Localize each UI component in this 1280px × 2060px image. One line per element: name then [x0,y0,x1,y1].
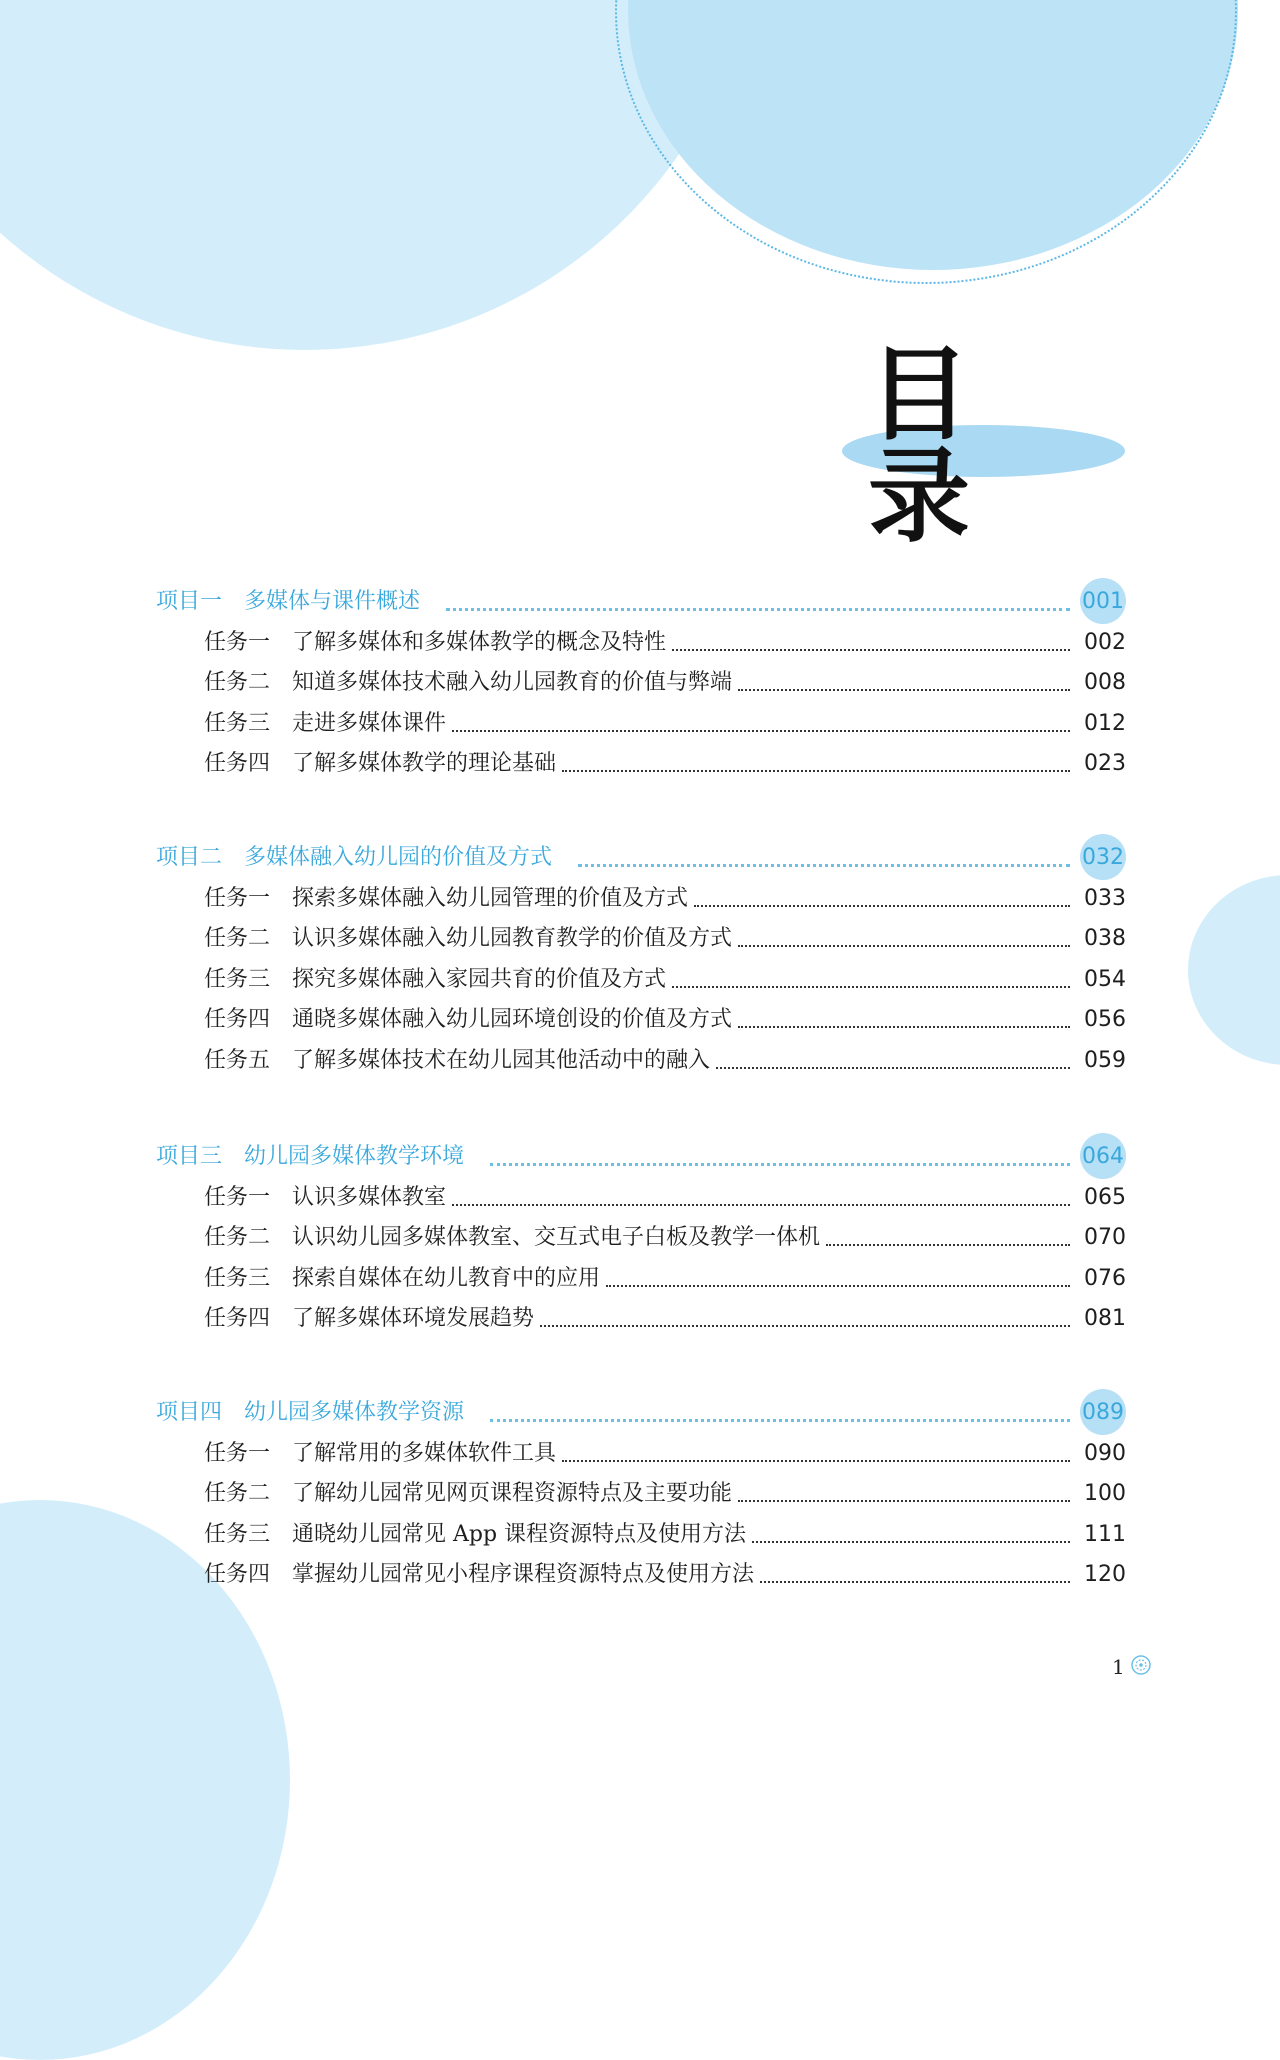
task-page-number: 033 [1084,885,1126,911]
task-title: 任务一 了解常用的多媒体软件工具 [204,1440,557,1466]
dot-leader [760,1581,1070,1583]
toc-task-row[interactable] [0,1515,1280,1555]
task-page-number: 012 [1084,710,1126,736]
task-title: 任务五 了解多媒体技术在幼儿园其他活动中的融入 [204,1048,711,1073]
task-page-number: 100 [1084,1481,1126,1507]
dot-leader [738,689,1070,691]
task-page-number: 111 [1084,1521,1126,1547]
dot-leader [826,1244,1070,1246]
dot-leader [672,649,1070,651]
task-title: 任务二 知道多媒体技术融入幼儿园教育的价值与弊端 [204,670,733,696]
task-title: 任务三 探究多媒体融入家园共育的价值及方式 [204,966,667,992]
toc-task-row[interactable] [0,623,1280,663]
flower-icon [1130,1654,1152,1676]
project-title: 项目四 幼儿园多媒体教学资源 [156,1400,465,1425]
page-title: 目 录 [868,335,1008,557]
task-page-number: 056 [1084,1007,1126,1033]
dot-leader [606,1285,1070,1287]
task-title: 任务一 了解多媒体和多媒体教学的概念及特性 [204,629,667,655]
task-title: 任务四 了解多媒体教学的理论基础 [204,751,557,777]
toc-project-row[interactable] [0,838,1280,878]
project-title: 项目一 多媒体与课件概述 [156,589,421,614]
toc-task-row[interactable] [0,1178,1280,1218]
task-page-number: 076 [1084,1265,1126,1291]
task-page-number: 081 [1084,1306,1126,1332]
dot-leader [578,864,1070,867]
task-title: 任务三 走进多媒体课件 [204,710,447,736]
project-page-number: 089 [1082,1400,1124,1425]
task-title: 任务二 认识幼儿园多媒体教室、交互式电子白板及教学一体机 [204,1225,821,1251]
project-page-number: 001 [1082,589,1124,614]
toc-task-row[interactable] [0,1474,1280,1514]
dot-leader [738,1500,1070,1502]
dot-leader [694,905,1070,907]
task-page-number: 008 [1084,670,1126,696]
toc-task-row[interactable] [0,1555,1280,1595]
dot-leader [562,770,1070,772]
toc-task-row[interactable] [0,663,1280,703]
toc-task-row[interactable] [0,1000,1280,1040]
page-number: 1 [1112,1655,1125,1679]
dot-leader [752,1541,1070,1543]
toc-task-row[interactable] [0,879,1280,919]
toc-task-row[interactable] [0,1434,1280,1474]
task-title: 任务三 通晓幼儿园常见 App 课程资源特点及使用方法 [204,1521,747,1547]
toc-task-row[interactable] [0,704,1280,744]
task-title: 任务四 掌握幼儿园常见小程序课程资源特点及使用方法 [204,1562,755,1588]
dot-leader [716,1067,1070,1069]
dot-leader [452,730,1070,732]
task-title: 任务四 通晓多媒体融入幼儿园环境创设的价值及方式 [204,1007,733,1033]
dot-leader [446,608,1070,611]
project-title: 项目三 幼儿园多媒体教学环境 [156,1144,465,1169]
toc-task-row[interactable] [0,960,1280,1000]
dot-leader [738,945,1070,947]
task-title: 任务三 探索自媒体在幼儿教育中的应用 [204,1265,601,1291]
task-page-number: 002 [1084,629,1126,655]
task-page-number: 090 [1084,1440,1126,1466]
task-title: 任务一 认识多媒体教室 [204,1184,447,1210]
toc-task-row[interactable] [0,1041,1280,1081]
project-title: 项目二 多媒体融入幼儿园的价值及方式 [156,845,553,870]
dot-leader [562,1460,1070,1462]
task-page-number: 038 [1084,926,1126,952]
project-page-number: 064 [1082,1144,1124,1169]
toc-project-row[interactable] [0,1137,1280,1177]
task-title: 任务四 了解多媒体环境发展趋势 [204,1306,535,1332]
toc-project-row[interactable] [0,1393,1280,1433]
dot-leader [540,1325,1070,1327]
dot-leader [490,1163,1070,1166]
toc-task-row[interactable] [0,919,1280,959]
dot-leader [672,986,1070,988]
toc-project-row[interactable] [0,582,1280,622]
task-page-number: 065 [1084,1184,1126,1210]
task-title: 任务一 探索多媒体融入幼儿园管理的价值及方式 [204,885,689,911]
toc-task-row[interactable] [0,1259,1280,1299]
dot-leader [738,1026,1070,1028]
task-title: 任务二 认识多媒体融入幼儿园教育教学的价值及方式 [204,926,733,952]
toc-task-row[interactable] [0,1218,1280,1258]
task-page-number: 070 [1084,1225,1126,1251]
task-page-number: 054 [1084,966,1126,992]
dot-leader [490,1419,1070,1422]
toc-task-row[interactable] [0,1299,1280,1339]
task-title: 任务二 了解幼儿园常见网页课程资源特点及主要功能 [204,1481,733,1507]
project-page-number: 032 [1082,845,1124,870]
task-page-number: 059 [1084,1048,1126,1073]
dot-leader [452,1204,1070,1206]
task-page-number: 120 [1084,1562,1126,1588]
toc-task-row[interactable] [0,744,1280,784]
task-page-number: 023 [1084,751,1126,777]
